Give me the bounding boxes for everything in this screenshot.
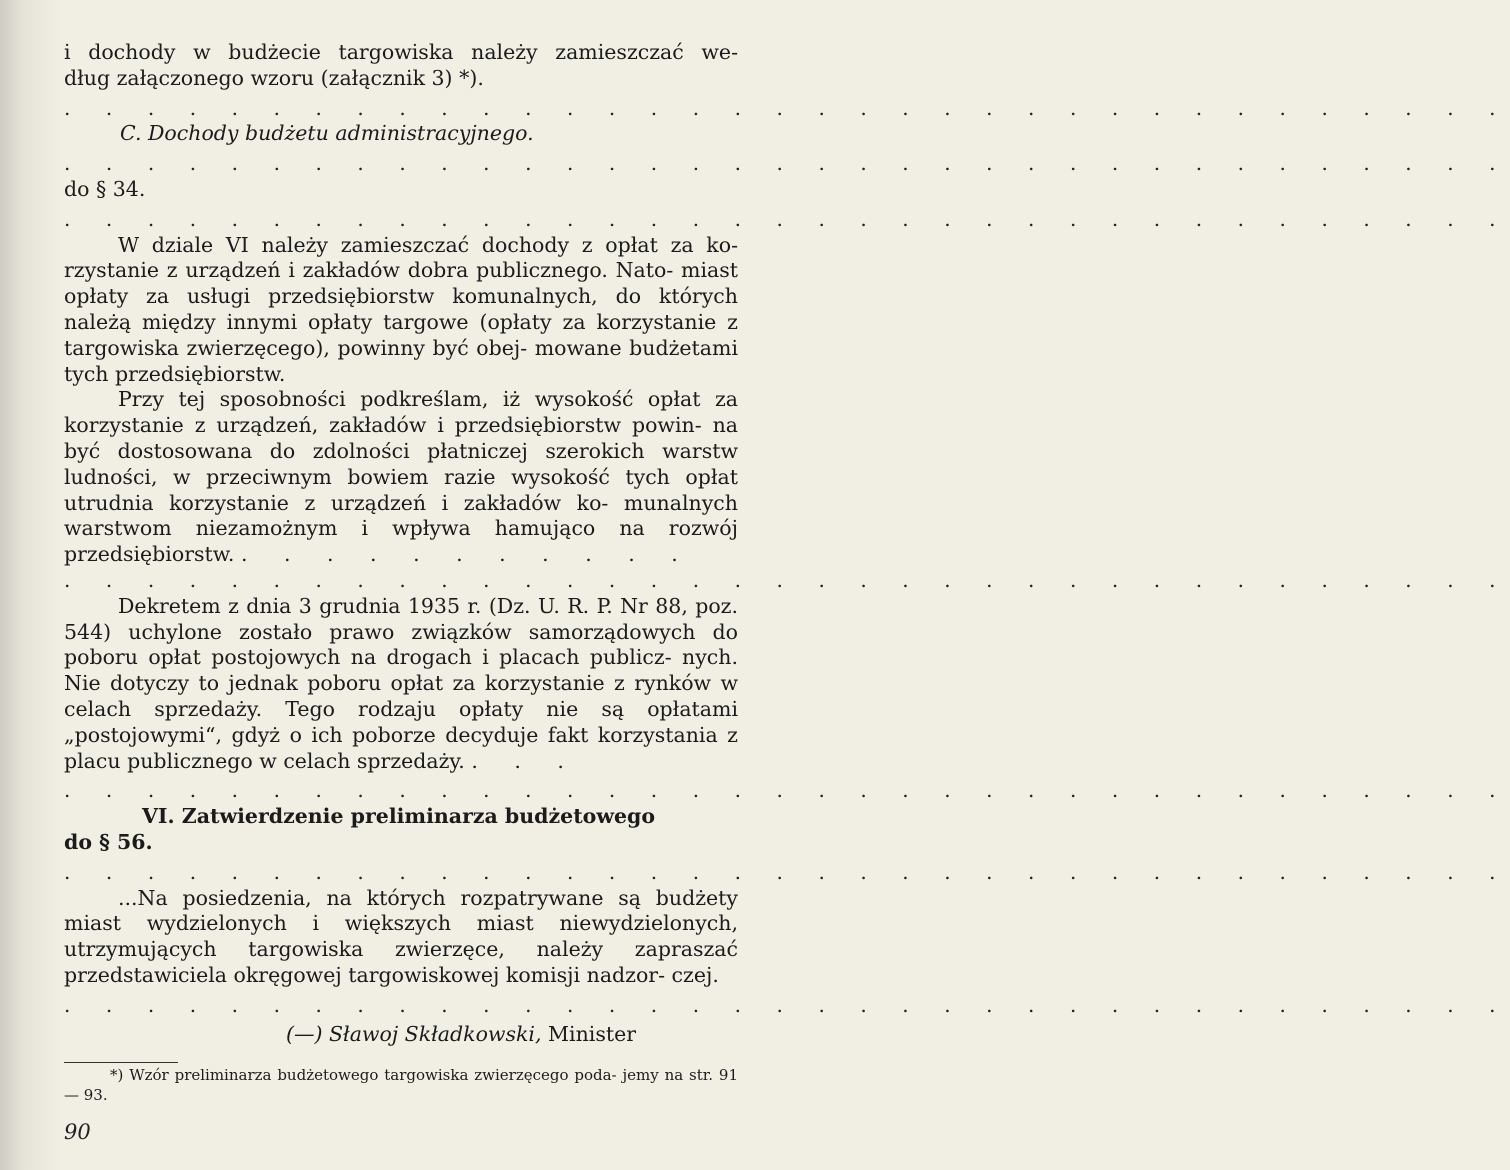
- signature-title: Minister: [548, 1022, 637, 1047]
- dot-leader-row: . . . . . . . . . . . . . . . . . . . . . . . . . . . . . . . . . . .: [64, 151, 1510, 176]
- paragraph-posiedzenia: ...Na posiedzenia, na których rozpatrywane są budżety miast wydzielonych i większych miast niewydzielonych, utrzymujących targowiska zwierzęce, należy zapraszać przedstawiciela okręgowej targowiskowej komisji nadzor- czej.: [64, 885, 738, 987]
- dot-leader-row: . . . . . . . . . . . . . . . . . . . . . . . . . . . . . . . . . . .: [64, 992, 1510, 1017]
- paragraph-dzial-vi: W dziale VI należy zamieszczać dochody z opłat za ko- rzystanie z urządzeń i zakładów dobra publicznego. Nato- miast opłaty za usługi przedsiębiorstw komunalnych, do których należą między innymi opłaty targowe (opłaty za korzystanie z targowiska zwierzęcego), powinny być obej- mowane budżetami tych przedsiębiorstw.: [64, 232, 738, 386]
- signature-name: (—) Sławoj Składkowski,: [286, 1022, 542, 1047]
- signature: [64, 1022, 738, 1048]
- footnote-divider: [64, 1062, 178, 1063]
- section-heading-vi: VI. Zatwierdzenie preliminarza budżetowego: [142, 804, 656, 829]
- paragraph-text: Dekretem z dnia 3 grudnia 1935 r. (Dz. U. R. P. Nr 88, poz. 544) uchylone zostało prawo związków samorządowych do poboru opłat postojowych na drogach i placach publicz- nych. Nie dotyczy to jednak poboru opłat za korzystanie z rynków w celach sprzedaży. Tego rodzaju opłaty nie są opłatami „postojowymi“, gdyż o ich poborze decyduje fakt korzystania z placu publicznego w celach sprzedaży.: [64, 593, 738, 773]
- dot-leader-trail: . . .: [471, 748, 579, 773]
- text-line-2: dług załączonego wzoru (załącznik 3) *).: [64, 65, 484, 90]
- dot-leader-row: . . . . . . . . . . . . . . . . . . . . . . . . . . . . . . . . . . .: [64, 778, 1510, 803]
- dot-leader-row: . . . . . . . . . . . . . . . . . . . . . . . . . . . . . . . . . . .: [64, 95, 1510, 120]
- footnote: *) Wzór preliminarza budżetowego targowiska zwierzęcego poda- jemy na str. 91 — 93.: [64, 1066, 738, 1105]
- section-heading-c: C. Dochody budżetu administracyjnego.: [120, 121, 534, 146]
- dot-leader-row: . . . . . . . . . . . . . . . . . . . . . . . . . . . . . . . . . . .: [64, 206, 1510, 231]
- paragraph-dekret: [64, 594, 738, 775]
- paragraph-reference-56: do § 56.: [64, 829, 153, 854]
- paragraph-sposobnosc: [64, 387, 738, 568]
- paragraph-text: Przy tej sposobności podkreślam, iż wysokość opłat za korzystanie z urządzeń, zakładów i przedsiębiorstw powin- na być dostosowana do zdolności płatniczej szerokich warstw ludności, w przeciwnym bowiem razie wysokość tych opłat utrudnia korzystanie z urządzeń i zakładów ko- munalnych warstwom niezamożnym i wpływa hamująco na rozwój przedsiębiorstw.: [64, 387, 738, 567]
- page-number: 90: [64, 1120, 91, 1144]
- dot-leader-row: . . . . . . . . . . . . . . . . . . . . . . . . . . . . . . . . . . .: [64, 567, 1510, 592]
- dot-leader-trail: . . . . . . . . . . .: [240, 542, 693, 567]
- text-line-1: i dochody w budżecie targowiska należy zamieszczać we-: [64, 40, 738, 64]
- dot-leader-row: . . . . . . . . . . . . . . . . . . . . . . . . . . . . . . . . . . .: [64, 859, 1510, 884]
- paragraph-reference-34: do § 34.: [64, 176, 146, 201]
